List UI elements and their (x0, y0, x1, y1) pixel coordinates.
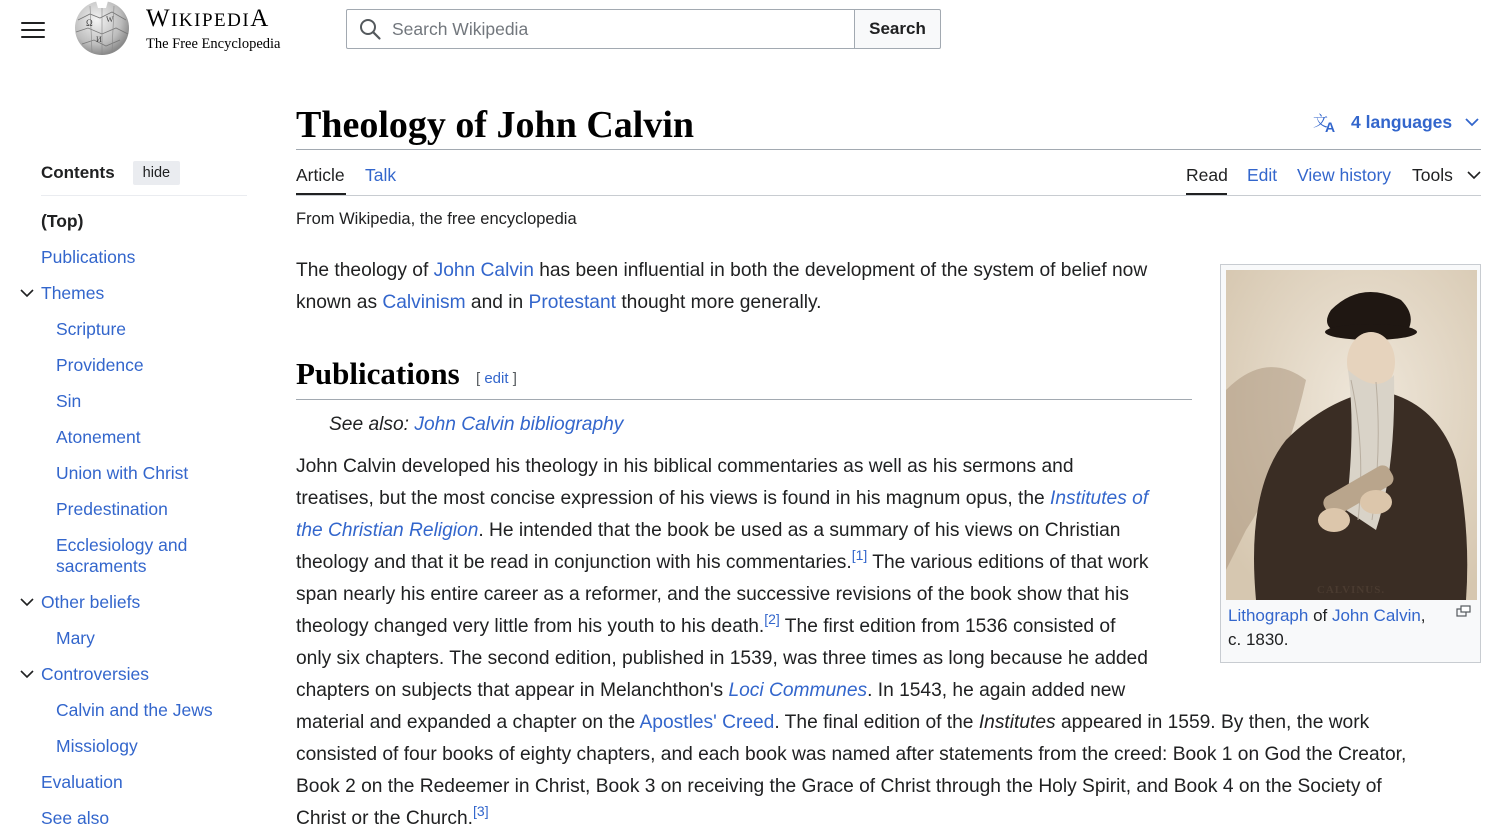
toc-item-evaluation[interactable]: Evaluation (41, 772, 123, 792)
toc-item-providence[interactable]: Providence (56, 355, 144, 375)
text: thought more generally. (615, 292, 822, 313)
search-button[interactable]: Search (854, 9, 941, 49)
toc-item-themes[interactable]: Themes (41, 283, 105, 303)
text: . In 1543, he again added new (867, 680, 1126, 701)
main-menu-button[interactable] (21, 19, 45, 39)
text: Christ or the Church. (296, 808, 474, 829)
svg-text:И: И (96, 35, 102, 44)
text: of (1308, 606, 1332, 625)
tab-talk[interactable]: Talk (365, 165, 397, 185)
link-john-calvin-caption[interactable]: John Calvin (1331, 606, 1421, 625)
toc-item-mary[interactable]: Mary (56, 628, 95, 648)
bracket: ] (508, 370, 517, 387)
table-of-contents (41, 158, 247, 196)
link-lithograph[interactable]: Lithograph (1228, 606, 1309, 625)
language-icon (1313, 111, 1339, 133)
text: treatises, but the most concise expression of his views is found in his magnum opus, the (296, 488, 1051, 509)
toc-item-missiology[interactable]: Missiology (56, 736, 138, 756)
toc-item-calvin-and-the-jews[interactable]: Calvin and the Jews (56, 700, 213, 720)
reference-link[interactable]: [1] (851, 547, 868, 563)
link-loci-communes[interactable]: Loci Communes (728, 680, 868, 701)
text: and in (465, 292, 529, 313)
text: . He intended that the book be used as a summary of his views on Christian (478, 520, 1121, 541)
link-calvin-bibliography[interactable]: John Calvin bibliography (414, 414, 624, 435)
text: chapters on subjects that appear in Melanchthon's (296, 680, 729, 701)
link-john-calvin[interactable]: John Calvin (433, 260, 534, 281)
tab-read[interactable]: Read (1186, 165, 1228, 185)
toc-item-union-with-christ[interactable]: Union with Christ (56, 463, 189, 483)
toc-hide-button[interactable]: hide (133, 161, 180, 185)
section-heading-publications: Publications (296, 356, 460, 391)
text: only six chapters. The second edition, published in 1539, was three times as long because he added (296, 648, 1148, 669)
text: theology and that it be read in conjunction with his commentaries. (296, 552, 852, 573)
image-caption (1228, 604, 1443, 652)
chevron-down-icon (1465, 117, 1479, 127)
text: Institutes (978, 712, 1056, 733)
image-thumbnail (1220, 264, 1481, 663)
text: The theology of (296, 260, 434, 281)
enlarge-icon[interactable] (1456, 605, 1472, 617)
toc-item-other-beliefs[interactable]: Other beliefs (41, 592, 141, 612)
text: John Calvin developed his theology in his biblical commentaries as well as his sermons and (296, 456, 1074, 477)
link-institutes[interactable]: Institutes of (1050, 488, 1149, 509)
toc-item-controversies[interactable]: Controversies (41, 664, 149, 684)
text: has been influential in both the development of the system of belief now (533, 260, 1148, 281)
svg-text:文: 文 (1313, 112, 1329, 130)
text: material and expanded a chapter on the (296, 712, 640, 733)
toc-title: Contents (41, 162, 115, 182)
wordmark-title: WIKIPEDIA (146, 5, 270, 32)
text: theology changed very little from his youth to his death. (296, 616, 765, 637)
calvin-portrait-image[interactable] (1226, 270, 1477, 600)
toc-header (41, 158, 247, 196)
tools-label: Tools (1412, 165, 1453, 185)
tab-view-history[interactable]: View history (1297, 165, 1392, 185)
text: The various editions of that work (867, 552, 1149, 573)
section-divider (296, 399, 1192, 400)
wordmark-tagline: The Free Encyclopedia (146, 36, 281, 52)
section-edit-link (476, 370, 517, 387)
reference-link[interactable]: [3] (473, 803, 489, 819)
svg-text:Ω: Ω (86, 18, 93, 28)
intro-paragraph (296, 255, 1196, 319)
toc-item-scripture[interactable]: Scripture (56, 319, 127, 339)
wikipedia-globe-logo[interactable] (70, 0, 134, 58)
link-calvinism[interactable]: Calvinism (382, 292, 466, 313)
text: span nearly his entire career as a reformer, and the successive revisions of the book show that his (296, 584, 1129, 605)
chevron-down-icon[interactable] (19, 594, 35, 610)
language-count: 4 languages (1351, 111, 1453, 132)
toc-item-see-also[interactable]: See also (41, 808, 110, 828)
toc-item-publications[interactable]: Publications (41, 247, 136, 267)
reference-link[interactable]: [2] (764, 611, 780, 627)
title-divider (296, 149, 1481, 150)
toc-item-sin[interactable]: Sin (56, 391, 82, 411)
menu-line (21, 36, 45, 38)
search-input[interactable] (392, 19, 832, 40)
text: consisted of four books of eighty chapters, and each book was named after statements from the creed: Book 1 on God the Creator, (296, 744, 1407, 765)
wikipedia-wordmark[interactable] (146, 6, 280, 53)
portrait-illustration (1226, 270, 1477, 600)
page-title: Theology of John Calvin (296, 104, 695, 146)
bracket: [ (476, 370, 485, 387)
svg-text:W: W (106, 15, 114, 24)
tabs-divider (296, 195, 1481, 196)
chevron-down-icon[interactable] (19, 666, 35, 682)
edit-section-button[interactable]: edit (484, 370, 509, 387)
language-button[interactable] (1313, 111, 1479, 133)
chevron-down-icon (1467, 170, 1481, 180)
see-also-hatnote (329, 410, 623, 440)
site-tagline: From Wikipedia, the free encyclopedia (296, 210, 577, 228)
toc-item-top[interactable]: (Top) (41, 211, 84, 231)
portrait-inscription: CALVINUS. (1316, 584, 1386, 596)
toc-item-ecclesiology[interactable]: Ecclesiology and sacraments (56, 535, 188, 576)
search-icon (358, 17, 382, 41)
tab-article[interactable]: Article (296, 165, 345, 185)
tab-edit[interactable]: Edit (1247, 165, 1278, 185)
link-institutes[interactable]: the Christian Religion (296, 520, 479, 541)
toc-item-atonement[interactable]: Atonement (56, 427, 141, 447)
tools-dropdown[interactable] (1412, 164, 1481, 186)
text: , (1420, 606, 1426, 625)
link-apostles-creed[interactable]: Apostles' Creed (639, 712, 775, 733)
menu-line (21, 22, 45, 24)
text: . The final edition of the (774, 712, 979, 733)
text: Book 2 on the Redeemer in Christ, Book 3 on receiving the Grace of Christ through the Holy Spirit, and Book 4 on the Society of (296, 776, 1382, 797)
chevron-down-icon[interactable] (19, 285, 35, 301)
text: The first edition from 1536 consisted of (779, 616, 1116, 637)
toc-item-predestination[interactable]: Predestination (56, 499, 168, 519)
text: appeared in 1559. By then, the work (1055, 712, 1370, 733)
search-box[interactable] (346, 9, 855, 49)
svg-text:A: A (1325, 119, 1336, 133)
caption-date: c. 1830. (1228, 630, 1289, 649)
text: known as (296, 292, 383, 313)
hatnote-label: See also: (329, 414, 415, 435)
link-protestant[interactable]: Protestant (528, 292, 616, 313)
menu-line (21, 29, 45, 31)
